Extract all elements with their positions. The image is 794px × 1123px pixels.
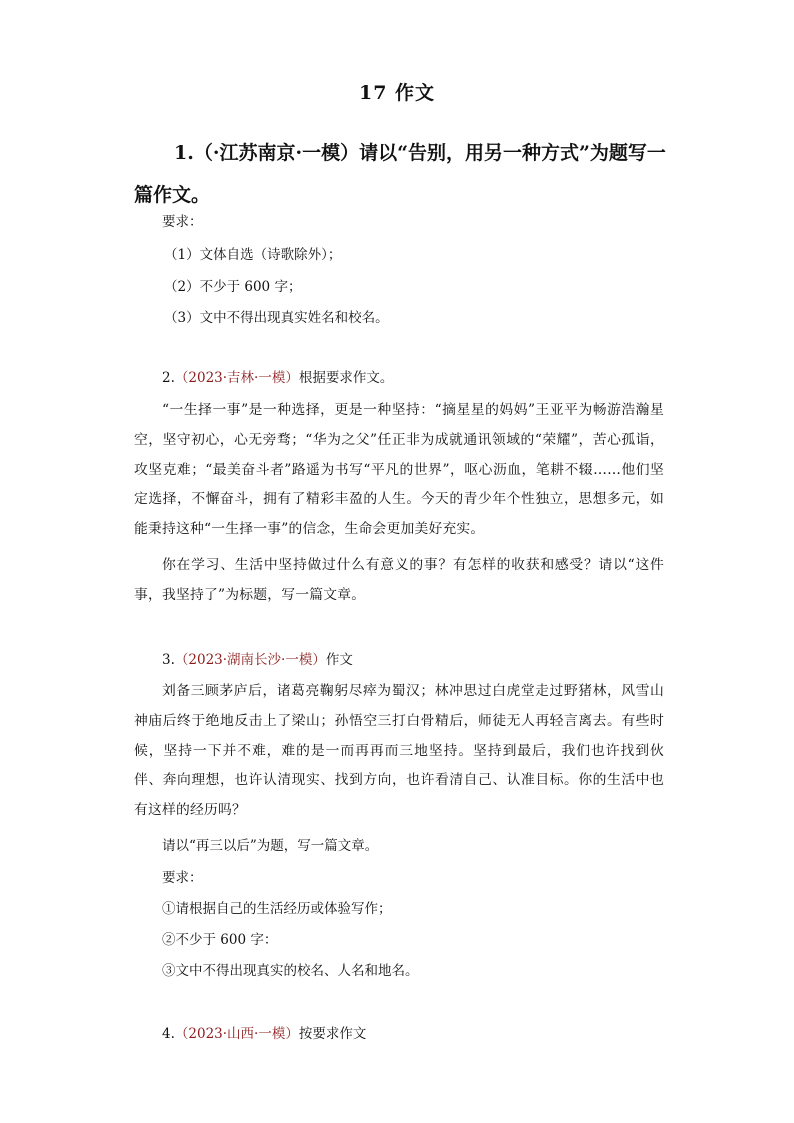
q3-requirement-2: ②不少于 600 字：: [162, 932, 278, 948]
page-title: 17 作文: [358, 82, 436, 104]
q1-requirement-label: 要求：: [162, 214, 203, 230]
question-3-heading: [162, 650, 353, 670]
q1-requirement-3: （3）文中不得出现真实姓名和校名。: [164, 310, 389, 326]
q3-material-paragraph: 刘备三顾茅庐后，诸葛亮鞠躬尽瘁为蜀汉；林冲思过白虎堂走过野猪林，风雪山神庙后终于绝地反击上了梁山；孙悟空三打白骨精后，师徒无人再轻言离去。有些时候，坚持一下并不难，难的是一而再再而三地坚持。坚持到最后，我们也许找到伙伴、奔向理想，也许认清现实、找到方向，也许看清自己、认准目标。你的生活中也有这样的经历吗？: [134, 683, 664, 819]
q3-requirement-1: ①请根据自己的生活经历或体验写作；: [162, 901, 392, 917]
q2-instruction: 根据要求作文。: [298, 370, 394, 386]
q1-requirement-1: （1）文体自选（诗歌除外）；: [164, 247, 342, 263]
question-1-prompt: 1.（·江苏南京·一模）请以“告别，用另一种方式”为题写一篇作文。: [134, 142, 666, 206]
q3-number: 3.: [162, 652, 175, 668]
q4-instruction: 按要求作文: [298, 1026, 367, 1042]
q2-source: （2023·吉林·一模）: [174, 370, 299, 386]
q3-instruction: 作文: [325, 652, 353, 668]
q3-source: （2023·湖南长沙·一模）: [174, 652, 326, 668]
q3-task-paragraph: 请以“再三以后”为题，写一篇文章。: [162, 838, 379, 854]
q1-requirement-2: （2）不少于 600 字；: [164, 279, 302, 295]
q2-number: 2.: [162, 370, 175, 386]
q2-task-paragraph: 你在学习、生活中坚持做过什么有意义的事？有怎样的收获和感受？请以“这件事，我坚持了”为标题，写一篇文章。: [134, 557, 664, 603]
q3-requirement-label: 要求：: [162, 870, 203, 886]
question-2-heading: [162, 368, 393, 388]
q4-source: （2023·山西·一模）: [174, 1026, 299, 1042]
q2-material-paragraph: “一生择一事”是一种选择，更是一种坚持：“摘星星的妈妈”王亚平为畅游浩瀚星空，坚守初心，心无旁骛；“华为之父”任正非为成就通讯领域的“荣耀”，苦心孤诣，攻坚克难；“最美奋斗者”路遥为书写“平凡的世界”，呕心沥血，笔耕不辍……他们坚定选择，不懈奋斗，拥有了精彩丰盈的人生。今天的青少年个性独立，思想多元，如能秉持这种“一生择一事”的信念，生命会更加美好充实。: [134, 402, 664, 538]
question-4-heading: [162, 1024, 366, 1044]
q4-number: 4.: [162, 1026, 175, 1042]
q3-requirement-3: ③文中不得出现真实的校名、人名和地名。: [162, 963, 419, 979]
